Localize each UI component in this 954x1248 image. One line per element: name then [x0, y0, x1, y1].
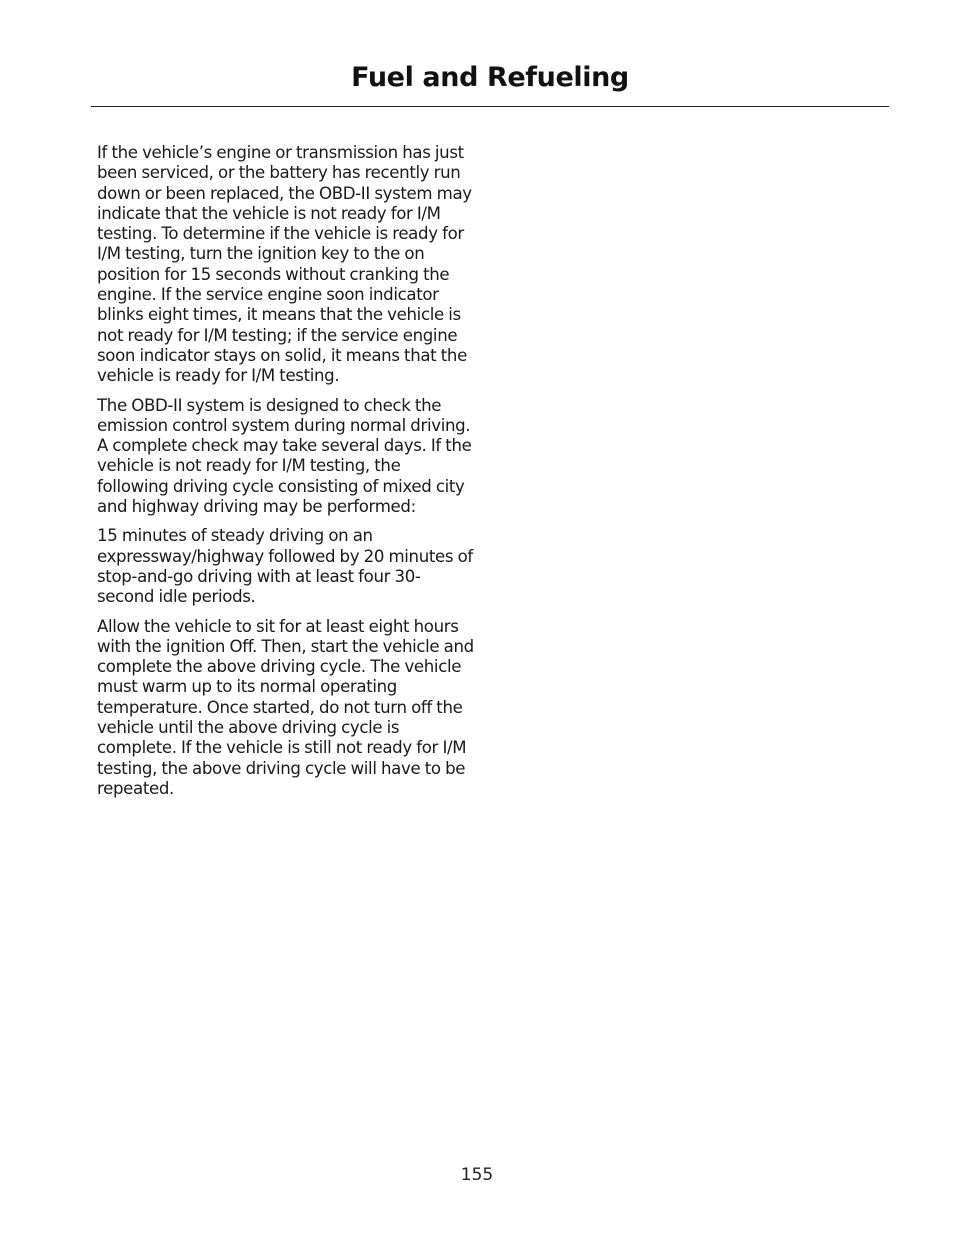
paragraph-ignition-off: Allow the vehicle to sit for at least eight hours with the ignition Off. Then, start the vehicle and complete the above driving cycle. The vehicle must warm up to its normal operating temperature. Once started, do not turn off the vehicle until the above driving cycle is complete. If the vehicle is still not ready for I/M testing, the above driving cycle will have to be repeated.: [97, 616, 474, 798]
page-number: 155: [460, 1165, 494, 1185]
paragraph-obd-system: The OBD-II system is designed to check the emission control system during normal driving. A complete check may take several days. If the vehicle is not ready for I/M testing, the following driving cycle consisting of mixed city and highway driving may be performed:: [97, 395, 472, 517]
paragraph-obd-readiness: If the vehicle’s engine or transmission has just been serviced, or the battery has recently run down or been replaced, the OBD-II system may indicate that the vehicle is not ready for I/M testing. To determine if the vehicle is ready for I/M testing, turn the ignition key to the on position for 15 seconds without cranking the engine. If the service engine soon indicator blinks eight times, it means that the vehicle is not ready for I/M testing; if the service engine soon indicator stays on solid, it means that the vehicle is ready for I/M testing.: [97, 143, 472, 386]
body-text: [97, 143, 475, 808]
page-header: [91, 58, 889, 107]
page-title: Fuel and Refueling: [351, 62, 629, 93]
paragraph-driving-cycle: 15 minutes of steady driving on an expressway/highway followed by 20 minutes of stop-and-go driving with at least four 30-second idle periods.: [97, 526, 473, 607]
